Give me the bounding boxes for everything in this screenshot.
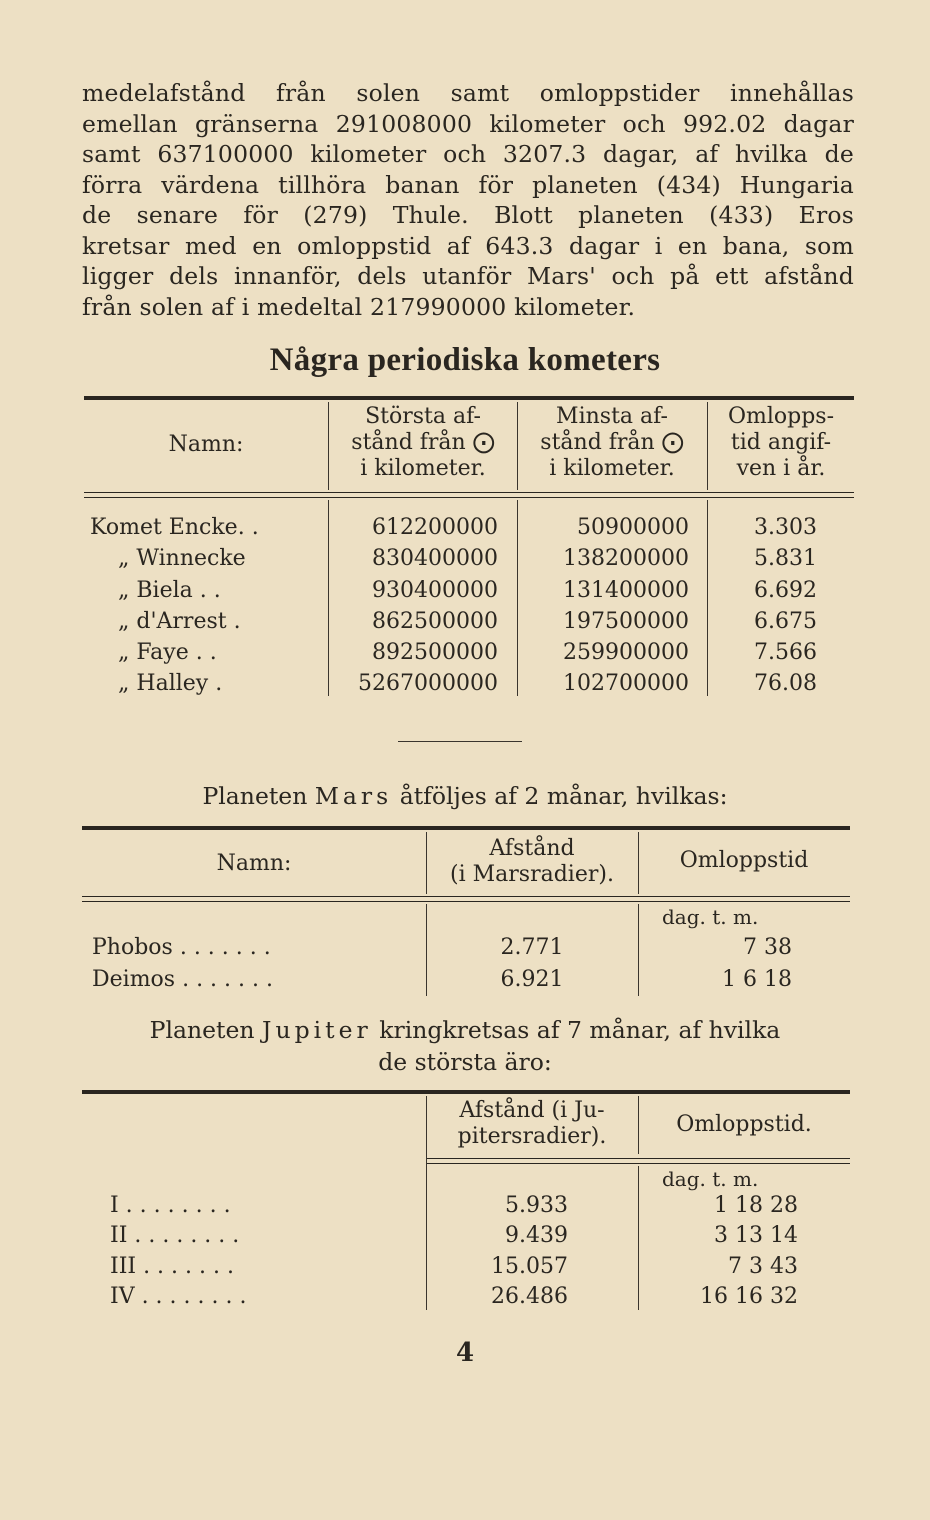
header-line: tid angif- (730, 430, 832, 455)
moon-dist: 6.921 (500, 967, 564, 992)
comet-max: 612200000 (372, 515, 498, 540)
paragraph-line: förra värdena tillhöra banan för planeten (434) Hungaria (82, 170, 854, 199)
comets-heading: Några periodiska kometers (269, 342, 661, 378)
col-header-name: Namn: (168, 432, 244, 457)
section-separator (398, 741, 522, 742)
caption-planet: Jupiter (262, 1016, 372, 1044)
paragraph-line: från solen af i medeltal 217990000 kilometer. (82, 292, 636, 321)
header-rule (426, 1158, 850, 1159)
caption-planet: Mars (314, 782, 393, 810)
units-label: dag. t. m. (662, 1167, 759, 1191)
comet-period: 6.692 (754, 578, 817, 603)
moon-period: 7 3 43 (728, 1254, 798, 1279)
header-line: i kilometer. (360, 456, 486, 481)
mars-caption (0, 782, 930, 810)
jupiter-caption-line2: de största äro: (378, 1048, 552, 1076)
col-header-dist (428, 836, 636, 888)
table-top-rule (82, 826, 850, 830)
moon-dist: 26.486 (491, 1284, 568, 1309)
comet-period: 76.08 (754, 671, 817, 696)
col-header-name: Namn: (216, 851, 292, 876)
col-header-min (519, 404, 705, 482)
moon-period: 16 16 32 (700, 1284, 798, 1309)
header-line: ven i år. (736, 456, 826, 481)
column-divider (638, 1166, 639, 1310)
comet-min: 138200000 (563, 546, 689, 571)
header-line: pitersradier). (457, 1124, 607, 1149)
header-line: Omlopps- (727, 404, 835, 429)
moon-name: IV . . . . . . . . (110, 1284, 247, 1309)
comet-min: 131400000 (563, 578, 689, 603)
col-header-max (330, 404, 516, 482)
caption-text: åtföljes af 2 månar, hvilkas: (399, 782, 728, 810)
comet-min: 102700000 (563, 671, 689, 696)
col-header-period: Omloppstid. (676, 1112, 812, 1137)
comet-name: „ Winnecke (118, 546, 246, 571)
comet-max: 5267000000 (358, 671, 498, 696)
comet-period: 5.831 (754, 546, 817, 571)
header-line: Afstånd (489, 836, 575, 861)
comet-period: 6.675 (754, 609, 817, 634)
moon-name: II . . . . . . . . (110, 1223, 240, 1248)
header-rule (426, 1163, 850, 1164)
comet-min: 50900000 (577, 515, 689, 540)
comet-max: 830400000 (372, 546, 498, 571)
comet-name: „ Biela . . (118, 578, 221, 603)
moon-period: 1 18 28 (714, 1193, 798, 1218)
paragraph-line: medelafstånd från solen samt omloppstider innehållas (82, 79, 854, 107)
moon-name: Phobos . . . . . . . (92, 935, 271, 960)
comet-name: Komet Encke. . (90, 515, 259, 540)
column-divider (707, 402, 708, 490)
units-label: dag. t. m. (662, 905, 759, 929)
table-top-rule (82, 1090, 850, 1094)
moon-period: 7 38 (743, 935, 792, 960)
moon-dist: 5.933 (505, 1193, 568, 1218)
moon-dist: 15.057 (491, 1254, 568, 1279)
moon-period: 1 6 18 (722, 967, 792, 992)
comet-name: „ Halley . (118, 671, 223, 696)
header-line: Afstånd (i Ju- (459, 1098, 605, 1123)
column-divider (638, 904, 639, 996)
moon-dist: 9.439 (505, 1223, 568, 1248)
moon-dist: 2.771 (500, 935, 564, 960)
column-divider (426, 904, 427, 996)
table-top-rule (84, 396, 854, 400)
comet-name: „ Faye . . (118, 640, 217, 665)
page-number: 4 (455, 1338, 475, 1368)
caption-text: Planeten (149, 1016, 255, 1044)
comet-period: 3.303 (754, 515, 817, 540)
column-divider (517, 402, 518, 490)
comet-min: 259900000 (563, 640, 689, 665)
col-header-period: Omloppstid (679, 848, 809, 873)
paragraph-line: kretsar med en omloppstid af 643.3 dagar i en bana, som (82, 231, 854, 260)
paragraph-line: ligger dels innanför, dels utanför Mars' och på ett afstånd (82, 262, 854, 290)
column-divider (638, 1096, 639, 1154)
header-line: stånd från ⨀ (351, 430, 495, 455)
header-rule (84, 497, 854, 498)
paragraph-line: emellan gränserna 291008000 kilometer och 992.02 dagar (82, 109, 854, 138)
comet-max: 930400000 (372, 578, 498, 603)
moon-name: III . . . . . . . (110, 1254, 234, 1279)
header-line: stånd från ⨀ (540, 430, 684, 455)
header-rule (82, 896, 850, 897)
paragraph-line: samt 637100000 kilometer och 3207.3 dagar, af hvilka de (82, 140, 854, 168)
column-divider (638, 832, 639, 894)
column-divider (426, 1096, 427, 1310)
comet-min: 197500000 (563, 609, 689, 634)
moon-period: 3 13 14 (714, 1223, 798, 1248)
comet-max: 892500000 (372, 640, 498, 665)
header-line: i kilometer. (549, 456, 675, 481)
moon-name: I . . . . . . . . (110, 1193, 231, 1218)
col-header-period (709, 404, 853, 482)
comet-period: 7.566 (754, 640, 817, 665)
column-divider (426, 832, 427, 894)
comet-max: 862500000 (372, 609, 498, 634)
caption-text: Planeten (202, 782, 308, 810)
caption-text: kringkretsas af 7 månar, af hvilka (379, 1016, 781, 1044)
paragraph-line: de senare för (279) Thule. Blott planeten (433) Eros (82, 201, 854, 229)
header-rule (84, 492, 854, 493)
header-line: Största af- (365, 404, 481, 429)
column-divider (328, 500, 329, 696)
jupiter-caption (0, 1016, 930, 1044)
comet-name: „ d'Arrest . (118, 609, 241, 634)
header-line: (i Marsradier). (450, 862, 614, 887)
intro-paragraph (82, 78, 854, 322)
column-divider (328, 402, 329, 490)
header-line: Minsta af- (556, 404, 668, 429)
moon-name: Deimos . . . . . . . (92, 967, 273, 992)
col-header-dist (428, 1098, 636, 1150)
column-divider (517, 500, 518, 696)
column-divider (707, 500, 708, 696)
